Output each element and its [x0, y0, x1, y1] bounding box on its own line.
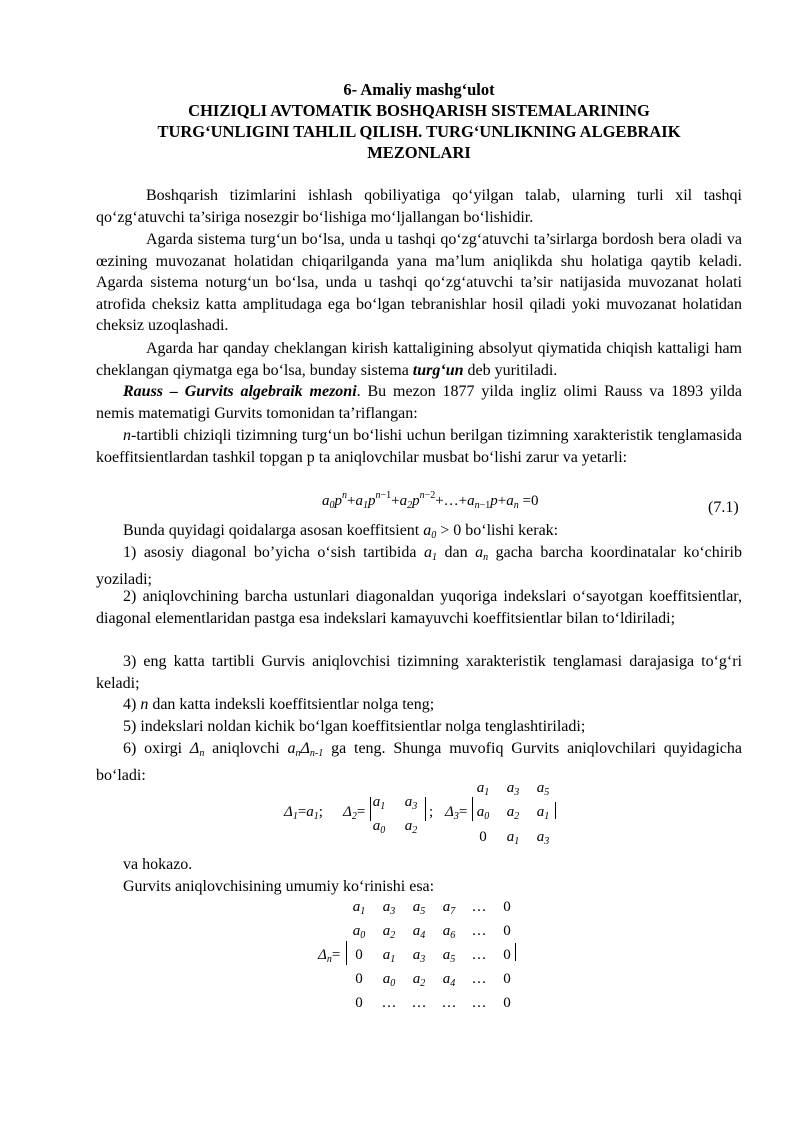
delta-2-cell: $a_1$	[372, 794, 386, 812]
delta-1: $\Delta_1=a_1$;	[284, 804, 323, 822]
delta-2-cell: $a_0$	[372, 818, 386, 836]
delta-n-left-bar	[346, 941, 347, 965]
delta-3-label: $\Delta_3=$	[445, 804, 468, 822]
rule-3: 3) eng katta tartibli Gurvis aniqlovchisi tizimning xarakteristik tenglamasi darajasiga to‘g‘ri keladi;	[96, 653, 742, 692]
delta-n-cell: $a_7$	[442, 899, 456, 917]
delta-3-cell: $a_2$	[506, 804, 520, 822]
delta-3-right-bar	[555, 802, 556, 819]
title-line-2: TURG‘UNLIGINI TAHLIL QILISH. TURG‘UNLIKNING ALGEBRAIK	[157, 122, 681, 141]
rule-1: 1) asosiy diagonal bo’yicha o‘sish tartibida $a_1$ dan $a_n$ gacha barcha koordinatalar ko‘chirib yoziladi;	[96, 544, 742, 588]
delta-n-cell: …	[411, 995, 427, 1011]
delta-n-cell: $a_4$	[412, 923, 426, 941]
paragraph-rules-intro: Bunda quyidagi qoidalarga asosan koeffitsient $a_0 > 0$ bo‘lishi kerak:	[123, 522, 559, 541]
delta-3-cell: $a_1$	[536, 804, 550, 822]
delta-n-cell: $a_5$	[442, 947, 456, 965]
delta-3-cell: $a_1$	[506, 829, 520, 847]
delta-n-cell: …	[471, 899, 487, 915]
delta-n-cell: $a_1$	[382, 947, 396, 965]
delta-n-cell: …	[441, 995, 457, 1011]
paragraph-general-form: Gurvits aniqlovchisining umumiy ko‘rinishi esa:	[123, 878, 435, 895]
delta-n-cell: …	[471, 971, 487, 987]
paragraph-definition: Agarda har qanday cheklangan kirish kattaligining absolyut qiymatida chiqish kattaligi ham cheklangan qiymatga ega bo‘lsa, bunday sistema turg‘un deb yuritiladi.	[96, 340, 742, 379]
delta-n-cell: $a_4$	[442, 971, 456, 989]
delta-n-cell: …	[381, 995, 397, 1011]
title-line-3: MEZONLARI	[367, 143, 471, 162]
delta-3-cell: $a_1$	[476, 780, 490, 798]
rule-2: 2) aniqlovchining barcha ustunlari diagonaldan yuqoriga indekslari o‘sayotgan koeffitsientlar, diagonal elementlaridan pastga esa indekslari kamayuvchi koeffitsientlar bilan to‘ldiriladi;	[96, 588, 742, 627]
paragraph-stability: Agarda sistema turg‘un bo‘lsa, unda u tashqi qo‘zg‘atuvchi ta’sirlarga bordosh bera oladi va œzining muvozanat holatidan chiqarilganda yana ma’lum aniqlikda shu holatiga qaytib keladi. Agarda sistema noturg‘un bo‘lsa, unda u tashqi qo‘zg‘atuvchi ta’sir natijasida muvozanat holati atrofida cheksiz katta amplitudaga ega bo‘lgan tebranishlar hosil qiladi yoki muvozanat holatidan cheksiz uzoqlashadi.	[96, 231, 742, 335]
delta-n-cell: $a_3$	[382, 899, 396, 917]
separator-semicolon: ;	[429, 804, 434, 820]
delta-n-label: $\Delta_n=$	[318, 947, 341, 965]
delta-n-cell: $a_2$	[382, 923, 396, 941]
delta-n-cell: …	[471, 947, 487, 963]
rule-5: 5) indekslari noldan kichik bo‘lgan koeffitsientlar nolga tenglashtiriladi;	[123, 718, 586, 735]
delta-n-cell: $a_5$	[412, 899, 426, 917]
paragraph-condition: n-tartibli chiziqli tizimning turg‘un bo‘lishi uchun berilgan tizimning xarakteristik tenglamasida koeffitsientlardan tashkil topgan p ta aniqlovchilar musbat bo‘lishi zarur va yetarli:	[96, 427, 742, 466]
delta-n-cell: 0	[503, 947, 511, 963]
paragraph-and-so-on: va hokazo.	[123, 856, 193, 873]
delta-n-cell: $a_0$	[352, 923, 366, 941]
title-line-1: CHIZIQLI AVTOMATIK BOSHQARISH SISTEMALARINING	[188, 101, 650, 120]
delta-n-cell: $a_2$	[412, 971, 426, 989]
rule-6: 6) oxirgi $\Delta_n$ aniqlovchi $a_n\Delta_{n-1}$ ga teng. Shunga muvofiq Gurvits aniqlovchilari quyidagicha bo‘ladi:	[96, 740, 742, 784]
paragraph-routh-hurwitz: Rauss – Gurvits algebraik mezoni. Bu mezon 1877 yilda ingliz olimi Rauss va 1893 yilda nemis matematigi Gurvits tomonidan ta’riflangan:	[96, 383, 742, 422]
delta-n-cell: 0	[355, 947, 363, 963]
exercise-number: 6- Amaliy mashg‘ulot	[343, 80, 495, 99]
delta-2-cell: $a_3$	[404, 794, 418, 812]
delta-n-cell: $a_6$	[442, 923, 456, 941]
delta-3-cell: $a_3$	[536, 829, 550, 847]
delta-n-cell: …	[471, 995, 487, 1011]
delta-n-cell: 0	[503, 899, 511, 915]
delta-3-cell: $a_3$	[506, 780, 520, 798]
equation-number: (7.1)	[708, 499, 739, 516]
delta-n-cell: …	[471, 923, 487, 939]
delta-n-cell: $a_3$	[412, 947, 426, 965]
delta-n-cell: 0	[503, 971, 511, 987]
paragraph-requirement: Boshqarish tizimlarini ishlash qobiliyatiga qo‘yilgan talab, ularning turli xil tashqi qo‘zg‘atuvchi ta’siriga nosezgir bo‘lishiga mo‘ljallangan bo‘lishidir.	[96, 187, 742, 226]
delta-n-cell: 0	[355, 971, 363, 987]
delta-2-right-bar	[425, 797, 426, 821]
delta-n-cell: 0	[503, 995, 511, 1011]
delta-n-cell: $a_0$	[382, 971, 396, 989]
delta-n-cell: $a_1$	[352, 899, 366, 917]
characteristic-equation: $a_0p^n+a_1p^{n-1}+a_2p^{n-2}+\dots+a_{n-1}p+a_n =0$	[322, 490, 539, 511]
delta-3-cell: $a_0$	[476, 804, 490, 822]
rule-4: 4) n dan katta indeksli koeffitsientlar nolga teng;	[123, 696, 435, 713]
delta-2-cell: $a_2$	[404, 818, 418, 836]
delta-n-cell: 0	[503, 923, 511, 939]
delta-2-label: $\Delta_2=$	[343, 804, 366, 822]
delta-3-cell: $a_5$	[536, 780, 550, 798]
delta-n-cell: 0	[355, 995, 363, 1011]
delta-3-cell: 0	[479, 829, 487, 845]
